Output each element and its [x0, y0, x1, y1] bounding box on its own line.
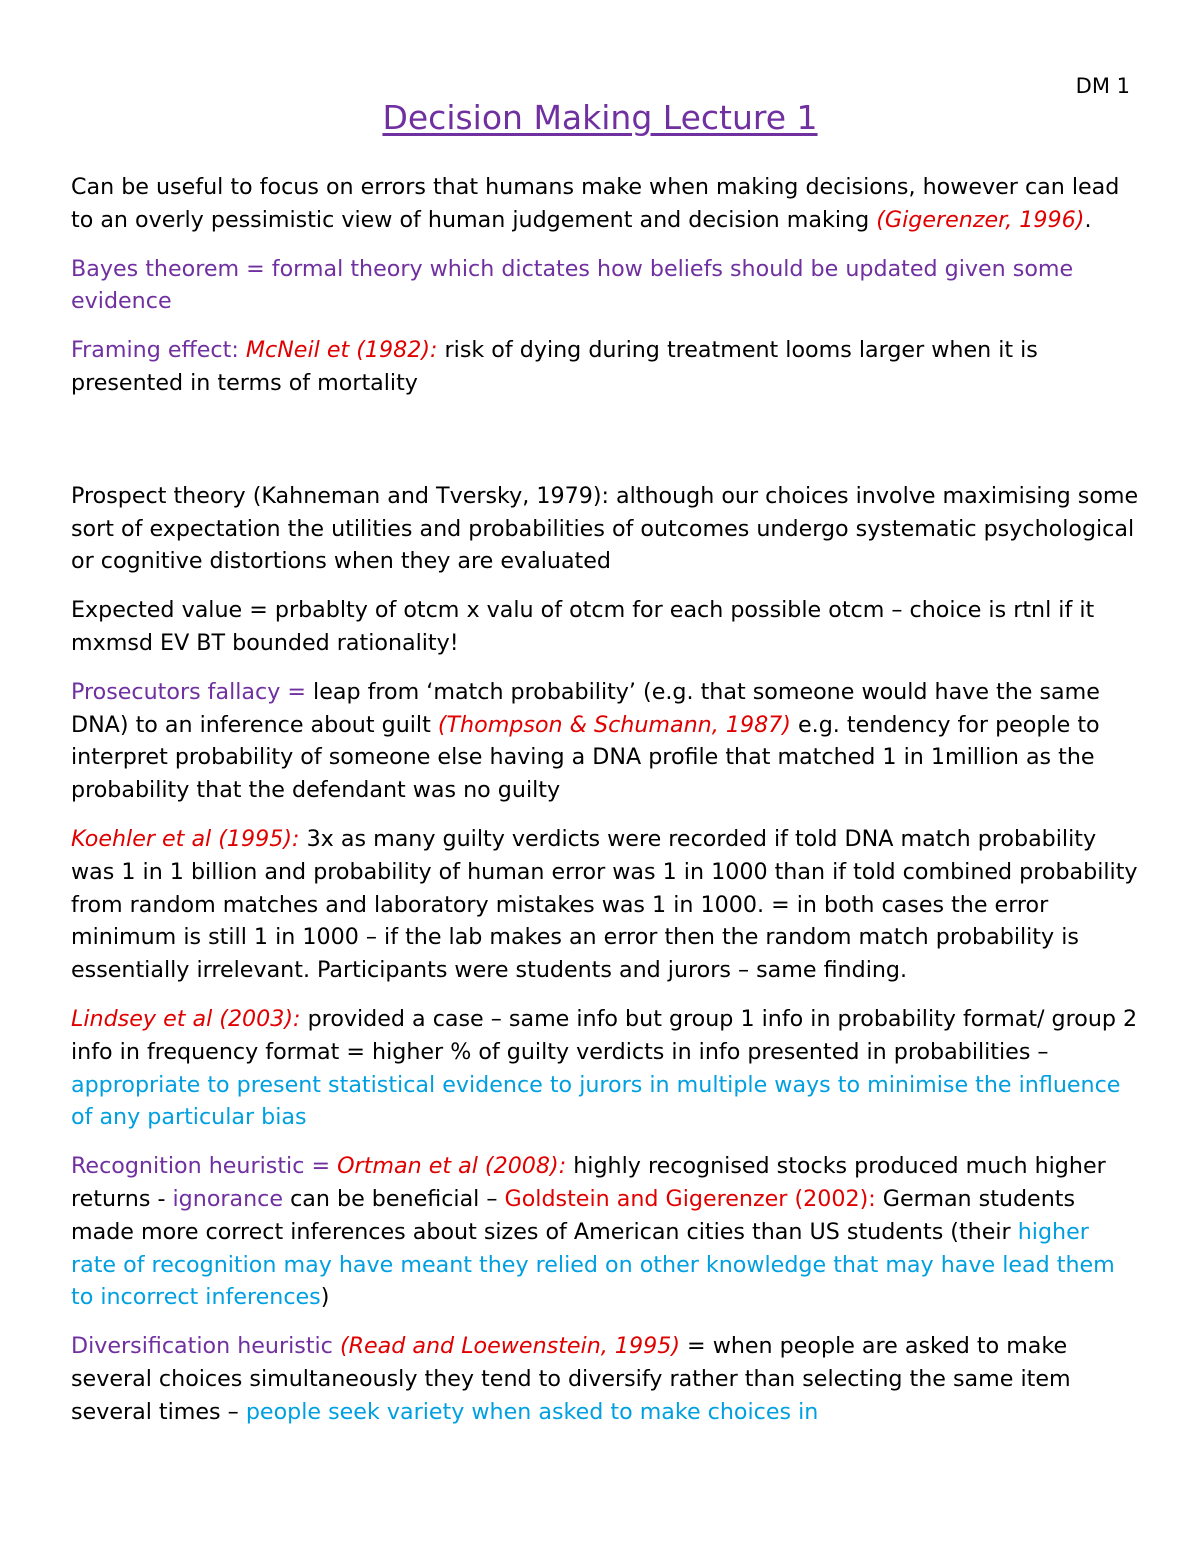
intro-text: Can be useful to focus on errors that humans make when making decisions, however can lead to an overly pessimistic view of human judgement and decision making: [71, 174, 1120, 233]
diversification-text: = when people are asked to make several choices simultaneously they tend to diversify rather than selecting the same item several times –: [71, 1333, 1071, 1425]
paragraph-bayes: Bayes theorem = formal theory which dictates how beliefs should be updated given some evidence: [71, 255, 1074, 315]
citation-mcneil: McNeil et (1982):: [245, 337, 438, 364]
lindsey-text: provided a case – same info but group 1 info in probability format/ group 2 info in frequency format = higher % of guilty verdicts in info presented in probabilities –: [71, 1005, 1138, 1065]
prosecutors-text-2: e.g. tendency for people to interpret probability of someone else having a DNA profile that matched 1 in 1million as the probability that the defendant was no guilty: [71, 711, 1100, 804]
paragraph-expected-value: Expected value = prbablty of otcm x valu of otcm for each possible otcm – choice is rtnl if it mxmsd EV BT bounded rationality!: [71, 597, 1095, 656]
paragraph-framing: [71, 334, 1139, 400]
term-diversification-heuristic: Diversification heuristic: [71, 1333, 340, 1360]
citation-lindsey: Lindsey et al (2003):: [71, 1005, 301, 1032]
framing-text: risk of dying during treatment looms larger when it is presented in terms of mortality: [71, 337, 1038, 396]
recognition-text-1: highly recognised stocks produced much higher returns -: [71, 1153, 1106, 1212]
paragraph-prosecutors-fallacy: [71, 676, 1139, 807]
spacer: [71, 416, 1139, 480]
citation-koehler: Koehler et al (1995):: [71, 825, 300, 852]
page-label: DM 1: [1075, 74, 1130, 98]
citation-read: (Read and Loewenstein, 1995): [339, 1333, 680, 1360]
recognition-end: ): [320, 1284, 330, 1311]
recognition-highlight: higher rate of recognition may have meant they relied on other knowledge that may have lead them to incorrect inferences: [71, 1218, 1115, 1311]
term-ignorance: ignorance: [172, 1185, 284, 1212]
diversification-highlight: people seek variety when asked to make choices in: [245, 1398, 819, 1425]
term-prosecutors-fallacy: Prosecutors fallacy =: [71, 678, 314, 705]
page-title: Decision Making Lecture 1: [382, 98, 818, 137]
koehler-text: 3x as many guilty verdicts were recorded if told DNA match probability was 1 in 1 billion and probability of human error was 1 in 1000 than if told combined probability from random matches and laboratory mistakes was 1 in 1000. = in both cases the error minimum is still 1 in 1000 – if the lab makes an error then the random match probability is essentially irrelevant. Participants were students and jurors – same finding.: [71, 825, 1138, 984]
prosecutors-text-1: leap from ‘match probability’ (e.g. that someone would have the same DNA) to an inference about guilt: [71, 678, 1100, 738]
citation-goldstein: Goldstein and Gigerenzer (2002):: [504, 1185, 876, 1212]
paragraph-recognition-heuristic: [71, 1150, 1139, 1314]
intro-end: .: [1084, 206, 1092, 233]
term-recognition-heuristic: Recognition heuristic =: [71, 1153, 338, 1180]
paragraph-lindsey: [71, 1003, 1139, 1134]
document-body: [71, 171, 1139, 1445]
citation-ortman: Ortman et al (2008):: [337, 1153, 567, 1180]
citation-thompson: (Thompson & Schumann, 1987): [437, 711, 791, 738]
paragraph-intro: [71, 171, 1139, 237]
citation-gigerenzer: (Gigerenzer, 1996): [876, 206, 1085, 233]
term-framing-effect: Framing effect:: [71, 337, 246, 364]
paragraph-prospect-theory: Prospect theory (Kahneman and Tversky, 1979): although our choices involve maximising some sort of expectation the utilities and probabilities of outcomes undergo systematic psychological or cognitive distortions when they are evaluated: [71, 482, 1139, 575]
lindsey-highlight: appropriate to present statistical evidence to jurors in multiple ways to minimise the influence of any particular bias: [71, 1071, 1121, 1131]
paragraph-diversification-heuristic: [71, 1330, 1139, 1428]
recognition-text-2: can be beneficial –: [283, 1185, 505, 1212]
paragraph-koehler: [71, 823, 1139, 987]
recognition-text-3: German students made more correct inferences about sizes of American cities than US students (their: [71, 1185, 1076, 1245]
